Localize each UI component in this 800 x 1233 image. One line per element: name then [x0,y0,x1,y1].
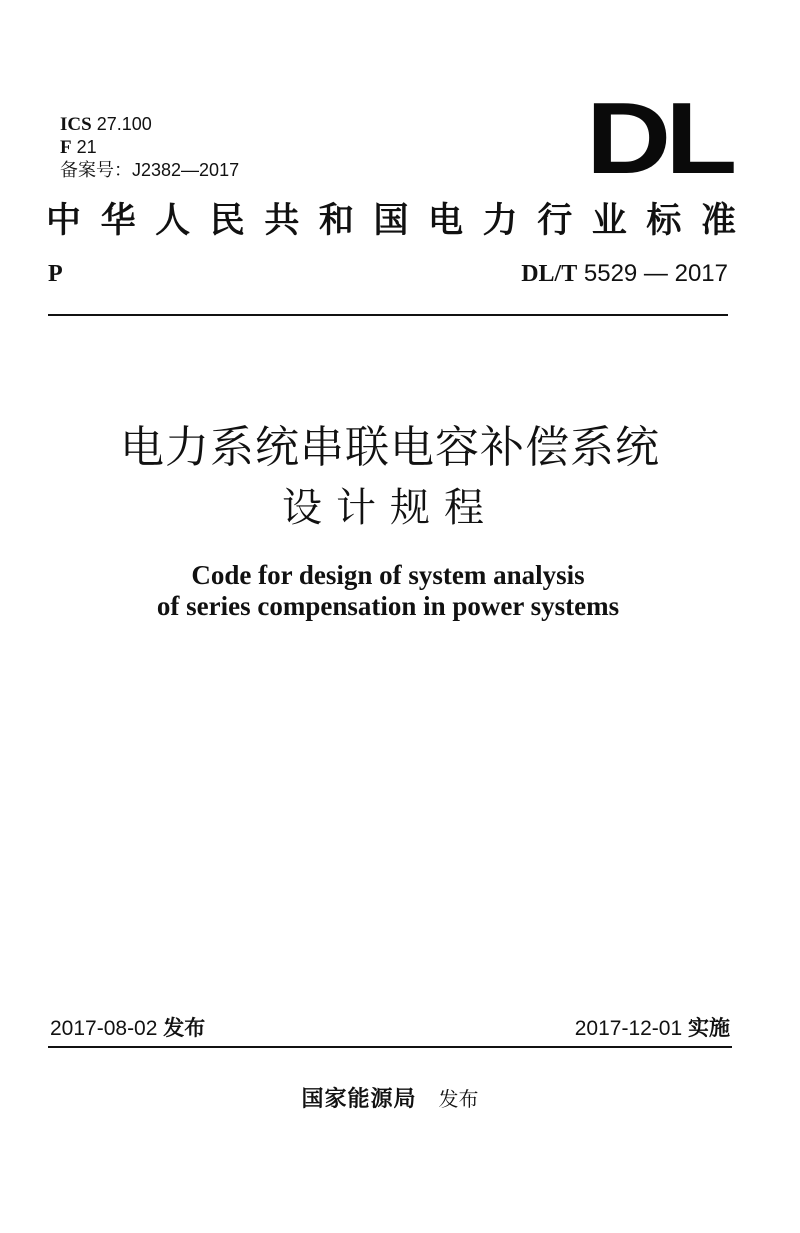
org-name-char: 电 [428,200,464,241]
ccs-label: F [60,137,72,158]
chinese-title-line-2: 设计规程 [282,485,498,531]
classification-block [60,113,239,182]
issuing-authority-title [46,196,736,246]
standard-prefix: DL/T [521,261,578,287]
dl-logo: DL [586,81,732,196]
issue-date [50,1014,205,1043]
org-name-char: 准 [700,200,736,241]
org-name-char: 中 [46,200,82,241]
standard-number [521,259,728,289]
org-name-char: 和 [318,200,354,241]
effective-date-value: 2017-12-01 [574,1017,683,1040]
record-label: 备案号： [60,160,132,180]
org-name-char: 共 [264,200,300,241]
english-title-line-2: of series compensation in power systems [156,591,620,621]
ics-label: ICS [60,114,92,135]
issue-date-value: 2017-08-02 [50,1017,158,1040]
publisher-line [0,1084,780,1114]
org-name-char: 人 [155,200,191,241]
english-title [0,560,776,622]
header-divider [48,314,728,316]
publisher-action: 发布 [438,1087,479,1111]
effective-date-label: 实施 [688,1016,730,1040]
org-name-char: 标 [646,200,682,241]
english-title-line-1: Code for design of system analysis [191,560,585,590]
org-name-char: 行 [537,200,573,241]
category-letter: P [48,261,63,287]
effective-date [575,1014,730,1043]
chinese-title-line-1: 电力系统串联电容补偿系统 [120,422,660,473]
issue-date-label: 发布 [163,1016,206,1040]
record-value: J2382—2017 [132,160,240,180]
org-name-char: 华 [100,200,136,241]
org-name-char: 力 [482,200,518,241]
org-name-char: 民 [209,200,245,241]
publisher-name: 国家能源局 [301,1086,417,1112]
ics-value: 27.100 [96,114,152,134]
ccs-value: 21 [76,137,97,157]
ics-code [60,113,239,136]
record-number [60,159,239,182]
ccs-code [60,136,239,159]
org-name-char: 业 [591,200,627,241]
footer-divider [48,1046,732,1048]
standard-value: 5529 — 2017 [583,260,728,287]
org-name-char: 国 [373,200,409,241]
